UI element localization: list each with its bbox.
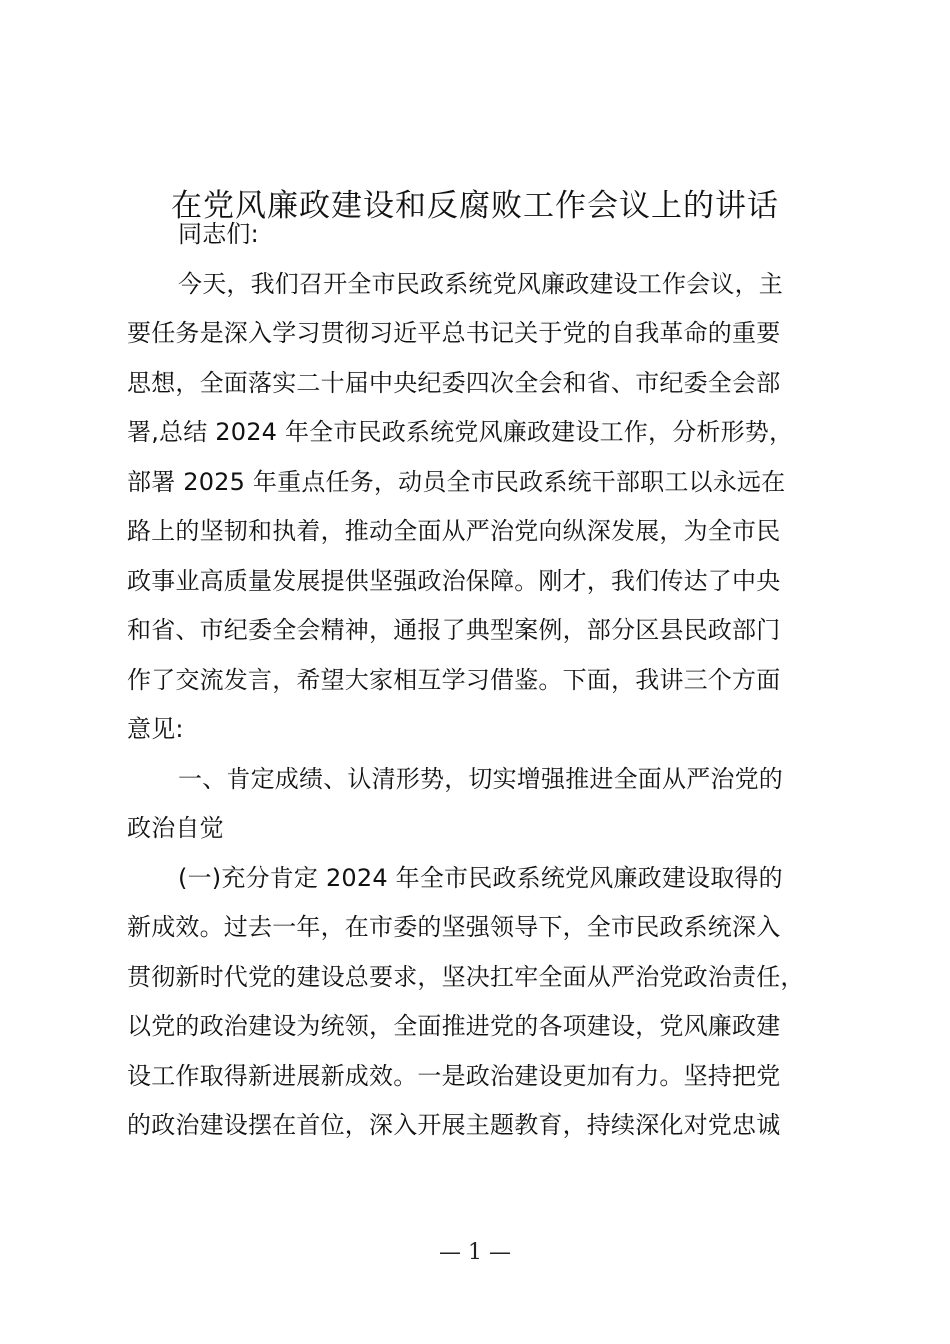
paragraph-line: 要任务是深入学习贯彻习近平总书记关于党的自我革命的重要	[127, 319, 781, 347]
document-body	[127, 210, 837, 1151]
section-heading-line: 一、肯定成绩、认清形势，切实增强推进全面从严治党的	[178, 764, 783, 793]
salutation-line: 同志们:	[178, 220, 259, 248]
document-title: 在党风廉政建设和反腐败工作会议上的讲话	[171, 188, 779, 224]
paragraph-line: 贯彻新时代党的建设总要求，坚决扛牢全面从严治党政治责任，	[127, 962, 805, 991]
paragraph-line: 部署 2025 年重点任务，动员全市民政系统干部职工以永远在	[127, 467, 786, 496]
paragraph-line: 的政治建设摆在首位，深入开展主题教育，持续深化对党忠诚	[127, 1111, 781, 1139]
paragraph-line: 设工作取得新进展新成效。一是政治建设更加有力。坚持把党	[127, 1061, 781, 1090]
section-heading-line: 政治自觉	[127, 814, 224, 842]
page-number: — 1 —	[439, 1240, 511, 1265]
paragraph-line: 政事业高质量发展提供坚强政治保障。刚才，我们传达了中央	[127, 566, 781, 595]
paragraph-line: 署,总结 2024 年全市民政系统党风廉政建设工作，分析形势，	[127, 418, 794, 446]
paragraph-line: 今天，我们召开全市民政系统党风廉政建设工作会议，主	[178, 269, 783, 298]
paragraph-line: 意见:	[127, 715, 184, 743]
paragraph-line: 路上的坚韧和执着，推动全面从严治党向纵深发展，为全市民	[127, 517, 781, 545]
paragraph-line: 以党的政治建设为统领，全面推进党的各项建设，党风廉政建	[127, 1012, 781, 1040]
paragraph-line: 作了交流发言，希望大家相互学习借鉴。下面，我讲三个方面	[127, 665, 781, 694]
paragraph-line: 新成效。过去一年，在市委的坚强领导下，全市民政系统深入	[127, 913, 781, 941]
paragraph-line: (一)充分肯定 2024 年全市民政系统党风廉政建设取得的	[178, 863, 783, 892]
paragraph-line: 思想，全面落实二十届中央纪委四次全会和省、市纪委全会部	[127, 368, 781, 397]
paragraph-line: 和省、市纪委全会精神，通报了典型案例，部分区县民政部门	[127, 616, 781, 644]
